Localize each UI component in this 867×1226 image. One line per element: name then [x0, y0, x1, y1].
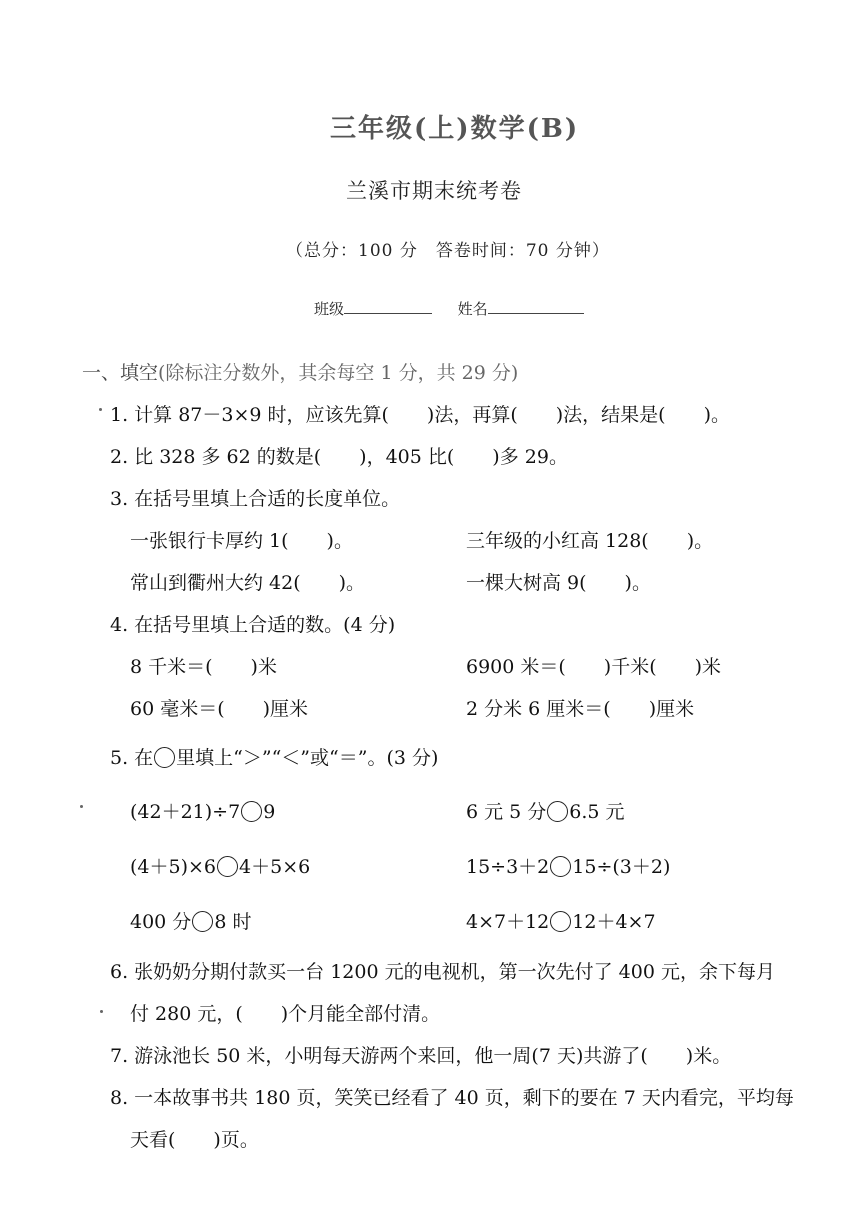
class-name-row	[314, 298, 584, 319]
question-6-line2: 付 280 元，( )个月能全部付清。	[130, 1003, 441, 1025]
compare-item	[130, 852, 310, 879]
page-title: 三年级(上)数学(B)	[330, 114, 580, 144]
compare-item	[130, 797, 275, 824]
question-8-line2: 天看( )页。	[130, 1129, 259, 1151]
compare-blank-circle[interactable]	[547, 801, 568, 822]
compare-right: 4＋5×6	[239, 856, 311, 878]
question-6-line1: 6. 张奶奶分期付款买一台 1200 元的电视机，第一次先付了 400 元，余下每月	[110, 961, 775, 983]
compare-left: (4＋5)×6	[130, 856, 217, 878]
exam-meta: （总分：100 分 答卷时间：70 分钟）	[286, 241, 610, 261]
compare-left: 15÷3＋2	[466, 856, 550, 878]
question-3-b: 三年级的小红高 128( )。	[466, 530, 714, 552]
compare-item	[130, 907, 251, 934]
scan-speck	[100, 1010, 103, 1013]
scan-speck	[99, 408, 102, 411]
compare-left: 400 分	[130, 911, 192, 933]
section-note: (除标注分数外，其余每空 1 分，共 29 分)	[158, 362, 519, 384]
compare-right: 8 时	[214, 911, 252, 933]
compare-right: 12＋4×7	[572, 911, 656, 933]
question-5-stem	[110, 743, 438, 770]
name-label: 姓名	[457, 300, 488, 318]
compare-left: 4×7＋12	[466, 911, 550, 933]
question-2: 2. 比 328 多 62 的数是( )，405 比( )多 29。	[110, 446, 568, 468]
question-1: 1. 计算 87－3×9 时，应该先算( )法，再算( )法，结果是( )。	[110, 404, 730, 426]
name-blank[interactable]	[488, 299, 584, 314]
compare-left: (42＋21)÷7	[130, 801, 241, 823]
compare-right: 9	[263, 801, 276, 823]
section-heading	[82, 358, 518, 385]
scan-speck	[80, 805, 83, 808]
question-4-b: 6900 米＝( )千米( )米	[466, 656, 722, 678]
question-4-a: 8 千米＝( )米	[130, 656, 277, 678]
question-4-c: 60 毫米＝( )厘米	[130, 698, 309, 720]
compare-item	[466, 797, 625, 824]
compare-circle-icon	[154, 747, 175, 768]
compare-blank-circle[interactable]	[241, 801, 262, 822]
compare-item	[466, 852, 670, 879]
compare-blank-circle[interactable]	[550, 911, 571, 932]
question-5-stem-post: 里填上“＞”“＜”或“＝”。(3 分)	[176, 747, 439, 769]
question-3-c: 常山到衢州大约 42( )。	[130, 572, 366, 594]
question-3-stem: 3. 在括号里填上合适的长度单位。	[110, 488, 401, 510]
compare-item	[466, 907, 656, 934]
class-label: 班级	[314, 300, 345, 318]
question-7: 7. 游泳池长 50 米，小明每天游两个来回，他一周(7 天)共游了( )米。	[110, 1045, 732, 1067]
compare-blank-circle[interactable]	[550, 856, 571, 877]
question-4-stem: 4. 在括号里填上合适的数。(4 分)	[110, 614, 396, 636]
exam-subtitle: 兰溪市期末统考卷	[346, 179, 522, 203]
compare-blank-circle[interactable]	[217, 856, 238, 877]
section-title: 一、填空	[82, 362, 159, 384]
question-3-d: 一棵大树高 9( )。	[466, 572, 651, 594]
compare-left: 6 元 5 分	[466, 801, 547, 823]
question-5-stem-pre: 5. 在	[110, 747, 154, 769]
compare-blank-circle[interactable]	[192, 911, 213, 932]
compare-right: 15÷(3＋2)	[572, 856, 671, 878]
class-blank[interactable]	[344, 299, 432, 314]
compare-right: 6.5 元	[569, 801, 625, 823]
question-8-line1: 8. 一本故事书共 180 页，笑笑已经看了 40 页，剩下的要在 7 天内看完，平均每	[110, 1087, 794, 1109]
question-4-d: 2 分米 6 厘米＝( )厘米	[466, 698, 695, 720]
question-3-a: 一张银行卡厚约 1( )。	[130, 530, 353, 552]
